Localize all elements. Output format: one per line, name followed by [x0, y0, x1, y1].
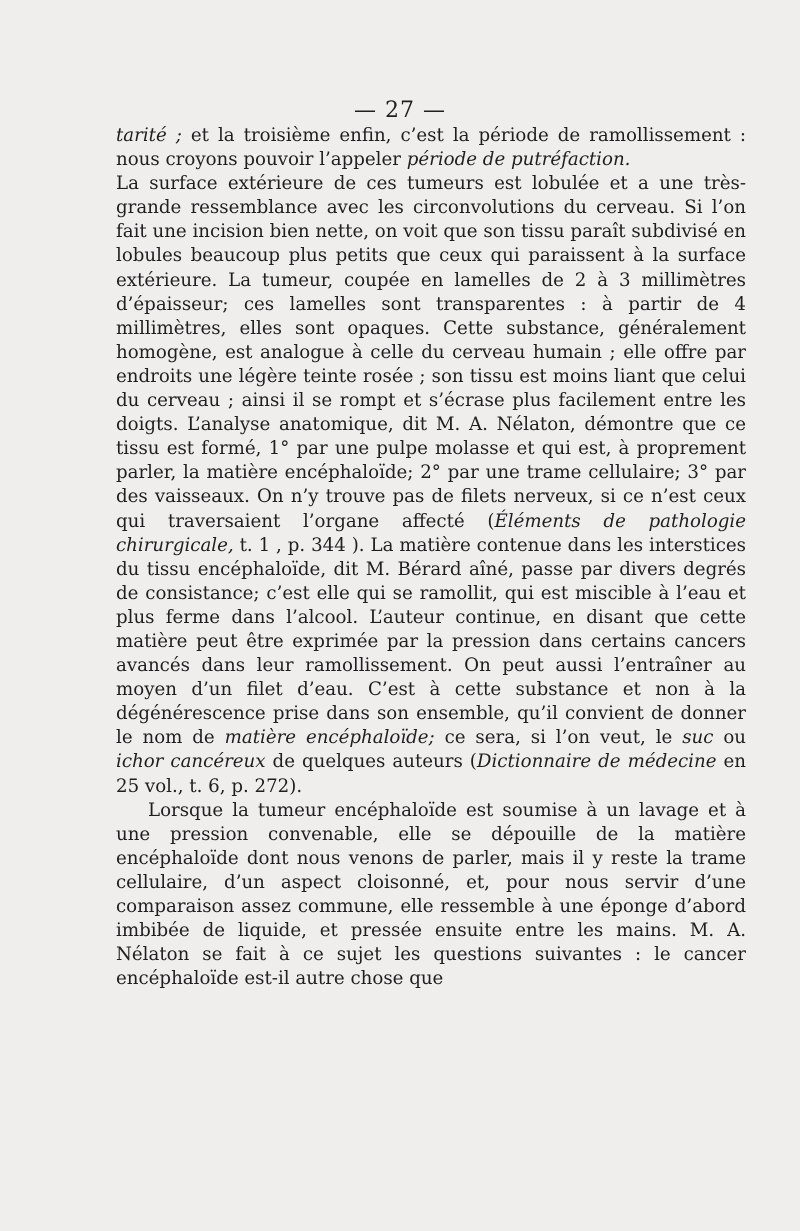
italic-text-run: ichor cancéreux [116, 751, 266, 773]
text-run: La surface extérieure de ces tumeurs est lobulée et a une très-grande ressemblance avec les circonvolutions du cerveau. Si l’on fait une incision bien nette, on voit que son tissu paraît subdivisé en lobules beaucoup plus petits que ceux qui paraissent à la surface extérieure. La tumeur, coupée en lamelles de 2 à 3 millimètres d’épaisseur; ces lamelles sont transparentes : à partir de 4 millimètres, elles sont opaques. Cette substance, généralement homogène, est analogue à celle du cerveau humain ; elle offre par endroits une légère teinte rosée ; son tissu est moins liant que celui du cerveau ; ainsi il se rompt et s’écrase plus facilement entre les doigts. L’analyse anatomique, dit M. A. Nélaton, démontre que ce tissu est formé, 1° par une pulpe molasse et qui est, à proprement parler, la matière encéphaloïde; 2° par une trame cellulaire; 3° par des vaisseaux. On n’y trouve pas de filets nerveux, si ce n’est ceux qui traversaient l’organe affecté ( [116, 173, 746, 532]
text-run: t. 1 , p. 344 ). La matière contenue dans les interstices du tissu encéphaloïde, dit M. Bérard aîné, passe par divers degrés de consistance; c’est elle qui se ramollit, qui est miscible à l’eau et plus ferme dans l’alcool. L’auteur continue, en disant que cette matière peut être exprimée par la pression dans certains cancers avancés dans leur ramollissement. On peut aussi l’entraîner au moyen d’un filet d’eau. C’est à cette substance et non à la dégénérescence prise dans son ensemble, qu’il convient de donner le nom de [116, 534, 746, 749]
text-run: en 25 vol., t. 6, p. 272). [116, 751, 746, 797]
page-number: — 27 — [354, 98, 446, 123]
text-run: ou [713, 727, 746, 749]
text-run: Lorsque la tumeur encéphaloïde est soumise à un lavage et à une pression convenable, elle se dépouille de la matière encéphaloïde dont nous venons de parler, mais il y reste la trame cellulaire, d’un aspect cloisonné, et, pour nous servir d’une comparaison assez commune, elle ressemble à une éponge d’abord imbibée de liquide, et pressée ensuite entre les mains. M. A. Nélaton se fait à ce sujet les questions suivantes : le cancer encéphaloïde est-il autre chose que [116, 799, 746, 990]
text-run: ce sera, si l’on veut, le [434, 727, 683, 749]
italic-text-run: tarité ; [116, 125, 182, 146]
italic-text-run: matière encéphaloïde; [224, 727, 435, 749]
italic-text-run: période de putréfaction. [406, 149, 631, 171]
body-text [116, 124, 746, 991]
italic-text-run: Éléments de pathologie chirurgicale, [116, 510, 746, 556]
italic-text-run: suc [682, 727, 714, 749]
paragraph [116, 172, 746, 798]
text-run: de quelques auteurs ( [265, 751, 477, 773]
italic-text-run: Dictionnaire de médecine [476, 751, 717, 773]
paragraph [116, 799, 746, 992]
text-run: et la troisième enfin, c’est la période de ramollissement : nous croyons pouvoir l’appeler [116, 125, 746, 171]
paragraph [116, 124, 746, 172]
